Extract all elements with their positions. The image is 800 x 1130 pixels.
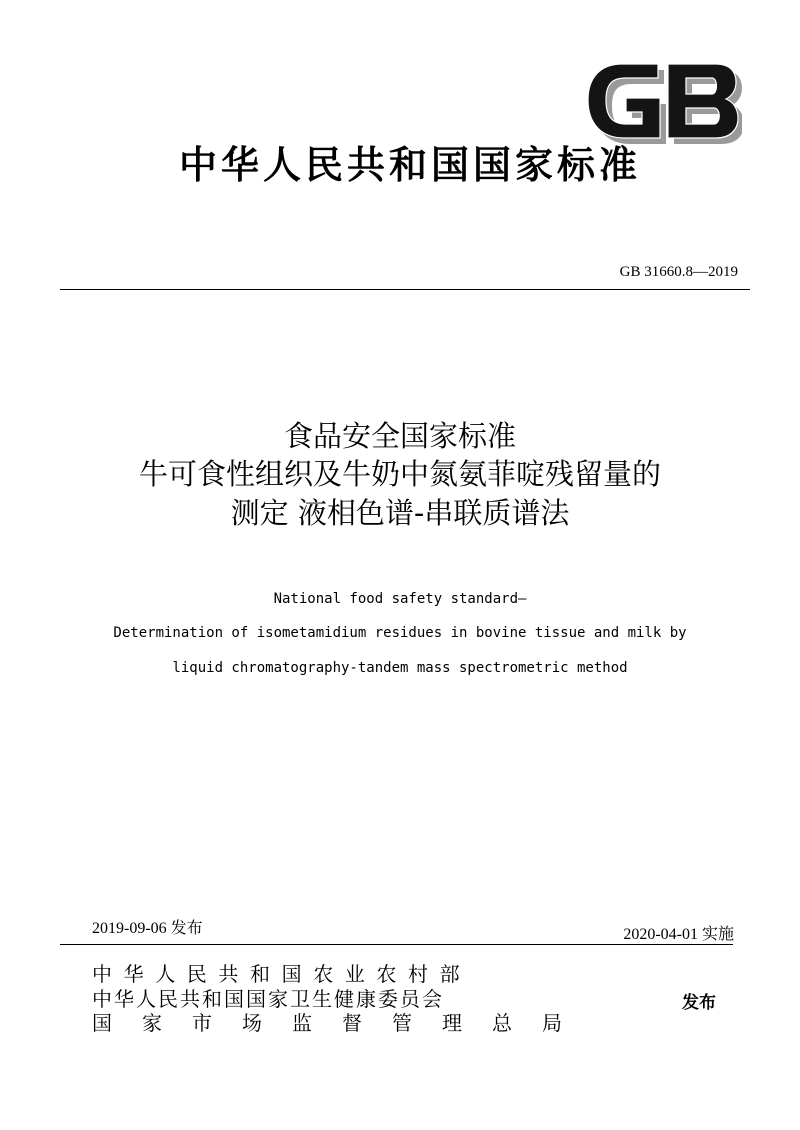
footer-divider [60, 944, 733, 945]
gb-logo [582, 62, 742, 146]
english-title-line-3: liquid chromatography-tandem mass spectrometric method [172, 660, 628, 676]
publish-label: 发布 [682, 993, 716, 1013]
issue-date: 2019-09-06 发布 [92, 920, 203, 937]
english-title-line-1: National food safety standard— [273, 591, 527, 607]
implementation-date: 2020-04-01 实施 [623, 926, 734, 943]
issuer-market-regulation: 国家市场监督管理总局 [92, 1011, 592, 1035]
chinese-title-line-2: 牛可食性组织及牛奶中氮氨菲啶残留量的 [138, 457, 661, 491]
standard-banner-title: 中华人民共和国国家标准 [178, 143, 641, 187]
chinese-title-line-1: 食品安全国家标准 [283, 419, 516, 453]
english-title-line-2: Determination of isometamidium residues in bovine tissue and milk by [113, 625, 687, 641]
header-divider [60, 289, 750, 290]
standard-number: GB 31660.8—2019 [619, 264, 738, 280]
issuer-ministry-agriculture: 中华人民共和国农业农村部 [92, 962, 472, 986]
chinese-title-line-3: 测定 液相色谱-串联质谱法 [230, 496, 570, 530]
issuer-health-commission: 中华人民共和国国家卫生健康委员会 [92, 987, 444, 1011]
